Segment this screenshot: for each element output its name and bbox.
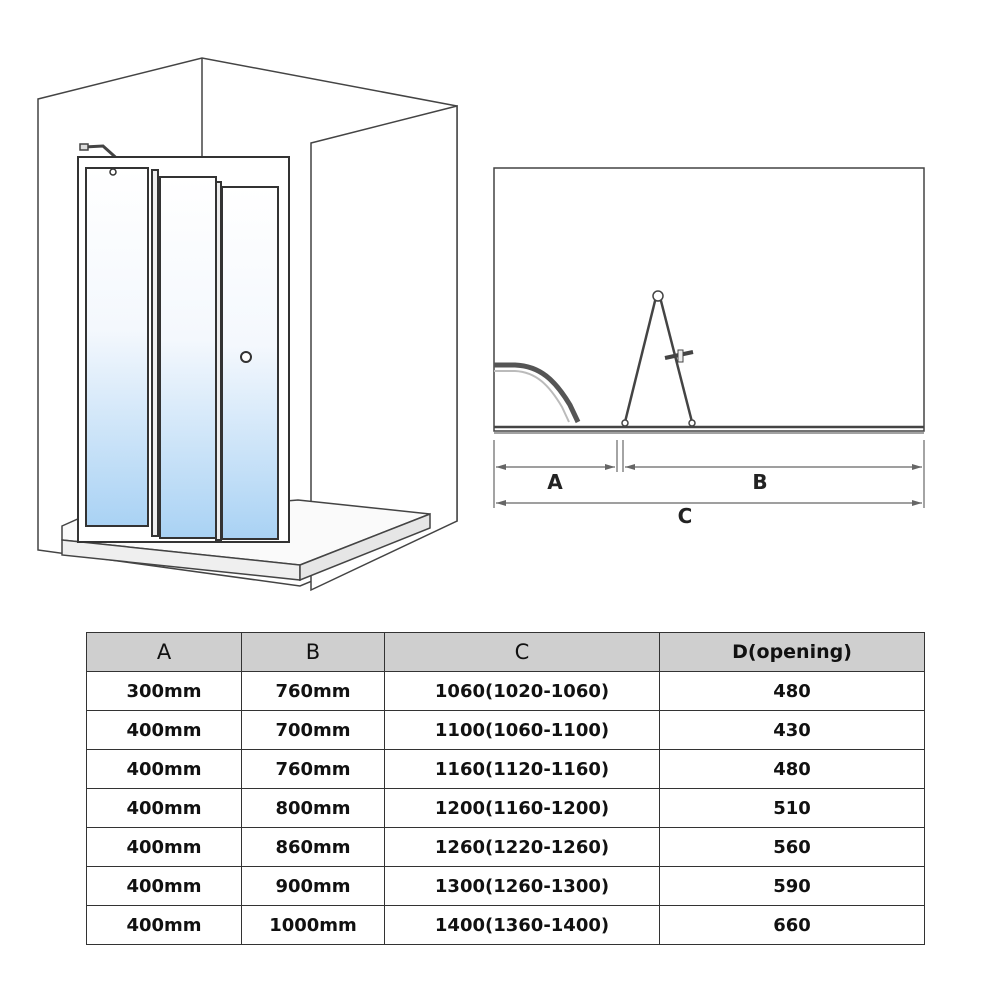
table-row — [87, 867, 925, 906]
dimension-label-b: B — [752, 470, 768, 494]
cell-a: 400mm — [87, 750, 242, 789]
cell-c: 1400(1360-1400) — [385, 906, 660, 945]
table-row — [87, 672, 925, 711]
cell-b: 860mm — [242, 828, 385, 867]
door-handle — [678, 350, 683, 362]
cell-b: 760mm — [242, 750, 385, 789]
table-row — [87, 750, 925, 789]
cell-b: 700mm — [242, 711, 385, 750]
dimension-label-c: C — [677, 504, 693, 528]
header-d-opening: D(opening) — [660, 633, 925, 672]
header-c: C — [385, 633, 660, 672]
cell-d: 480 — [660, 672, 925, 711]
cell-c: 1060(1020-1060) — [385, 672, 660, 711]
table-row — [87, 789, 925, 828]
cell-c: 1300(1260-1300) — [385, 867, 660, 906]
cell-d: 430 — [660, 711, 925, 750]
cell-a: 400mm — [87, 867, 242, 906]
cell-a: 400mm — [87, 906, 242, 945]
cell-a: 400mm — [87, 828, 242, 867]
cell-a: 400mm — [87, 789, 242, 828]
table-row — [87, 828, 925, 867]
table-row — [87, 906, 925, 945]
table-row — [87, 711, 925, 750]
header-b: B — [242, 633, 385, 672]
header-a: A — [87, 633, 242, 672]
cell-b: 760mm — [242, 672, 385, 711]
table-header-row — [87, 633, 925, 672]
cell-b: 900mm — [242, 867, 385, 906]
cell-d: 560 — [660, 828, 925, 867]
cell-d: 660 — [660, 906, 925, 945]
cell-d: 510 — [660, 789, 925, 828]
cell-c: 1200(1160-1200) — [385, 789, 660, 828]
cell-a: 400mm — [87, 711, 242, 750]
cell-a: 300mm — [87, 672, 242, 711]
cell-d: 480 — [660, 750, 925, 789]
cell-c: 1160(1120-1160) — [385, 750, 660, 789]
cell-b: 800mm — [242, 789, 385, 828]
size-table — [86, 632, 925, 945]
cell-c: 1100(1060-1100) — [385, 711, 660, 750]
cell-b: 1000mm — [242, 906, 385, 945]
cell-c: 1260(1220-1260) — [385, 828, 660, 867]
dimension-label-a: A — [547, 470, 563, 494]
cell-d: 590 — [660, 867, 925, 906]
